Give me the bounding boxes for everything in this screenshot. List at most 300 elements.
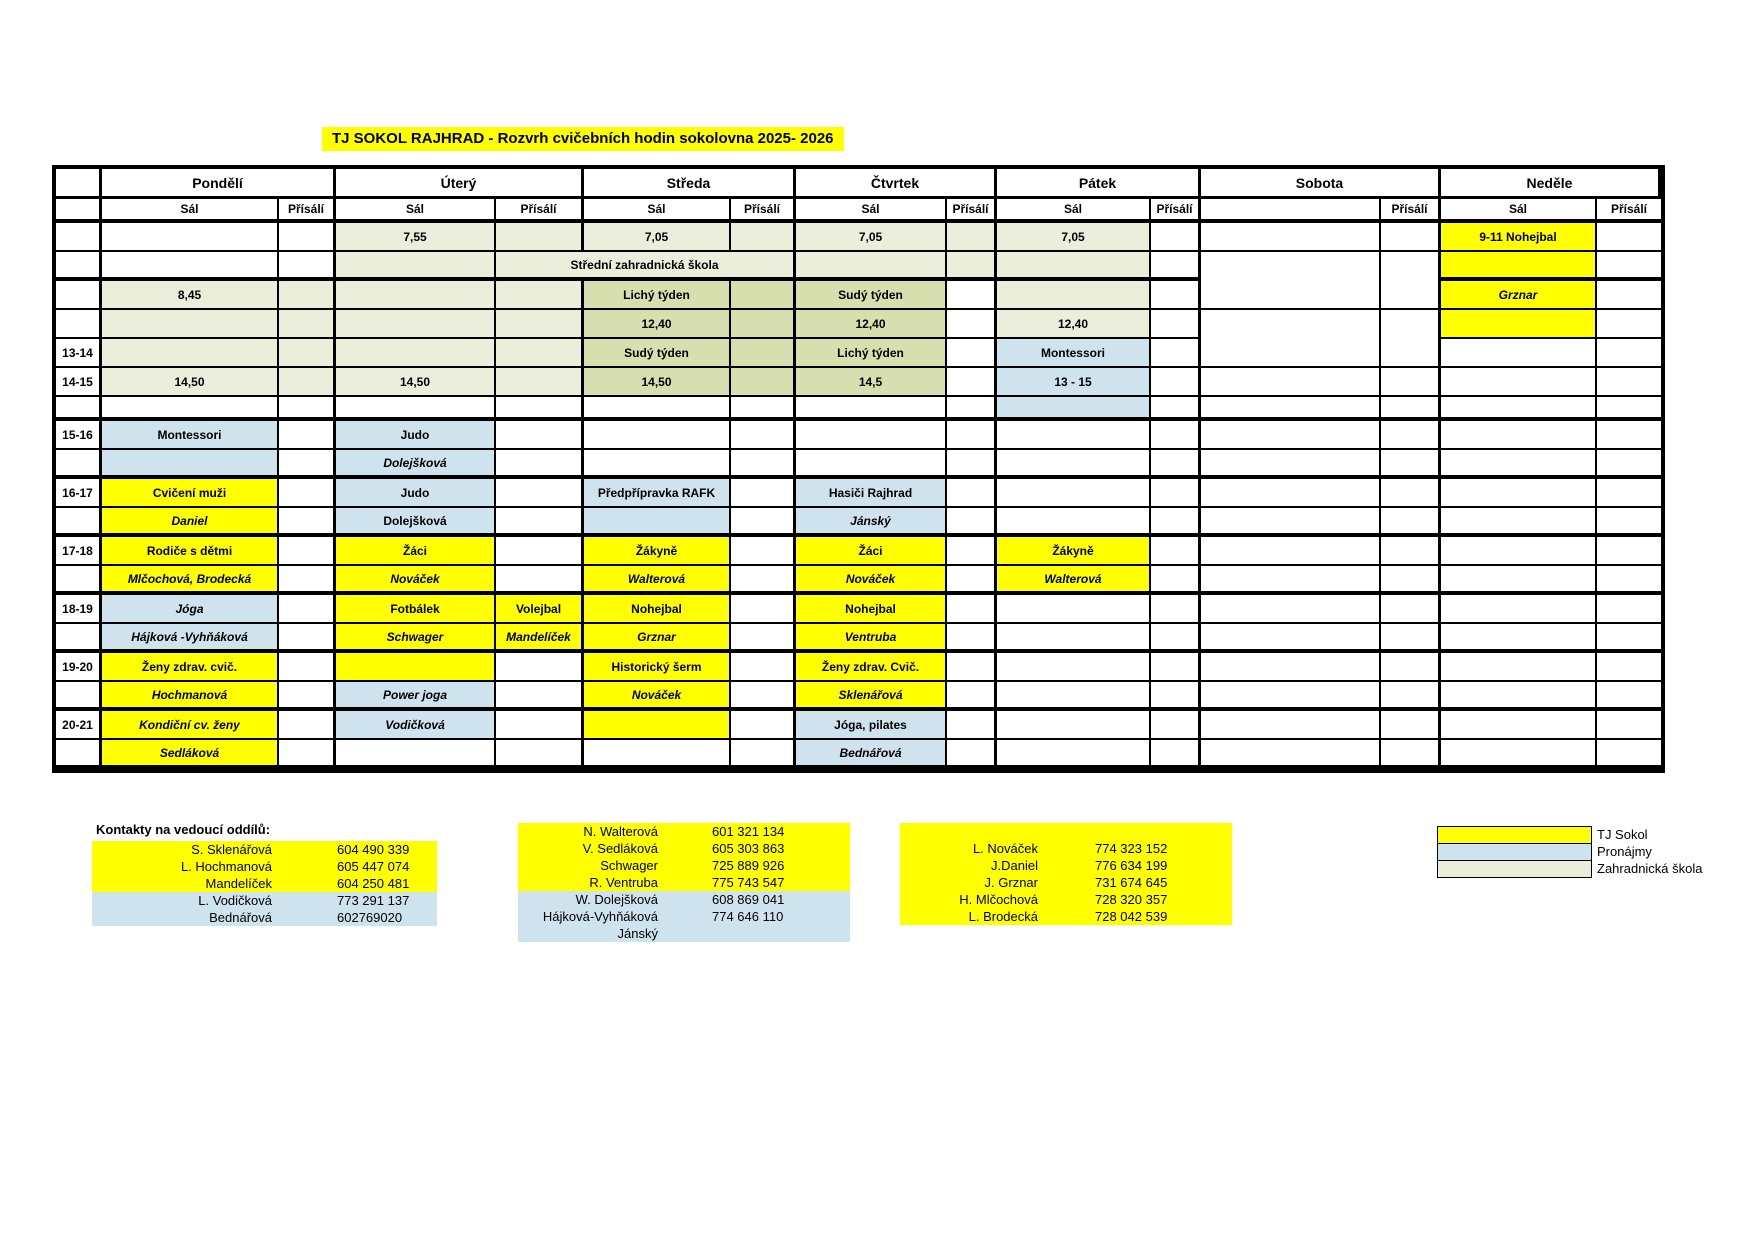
schedule-cell bbox=[947, 450, 997, 479]
legend bbox=[1437, 826, 1703, 878]
table-row bbox=[56, 595, 1661, 624]
schedule-cell: Montessori bbox=[102, 421, 279, 450]
schedule-cell bbox=[731, 537, 796, 566]
schedule-cell bbox=[102, 450, 279, 479]
schedule-cell bbox=[997, 595, 1151, 624]
schedule-cell bbox=[1151, 537, 1201, 566]
schedule-cell: Sudý týden bbox=[796, 281, 947, 310]
schedule-cell bbox=[1597, 368, 1661, 397]
schedule-cell bbox=[1381, 537, 1441, 566]
schedule-cell bbox=[1201, 252, 1381, 281]
schedule-cell bbox=[1441, 310, 1597, 339]
table-row bbox=[56, 421, 1661, 450]
schedule-cell: 9-11 Nohejbal bbox=[1441, 223, 1597, 252]
table-row bbox=[56, 682, 1661, 711]
schedule-cell: Daniel bbox=[102, 508, 279, 537]
schedule-cell bbox=[1201, 368, 1381, 397]
page-title: TJ SOKOL RAJHRAD - Rozvrh cvičebních hodin sokolovna 2025- 2026 bbox=[322, 127, 844, 151]
schedule-cell bbox=[1597, 595, 1661, 624]
contact-row bbox=[518, 925, 850, 942]
schedule-cell bbox=[1201, 566, 1381, 595]
time-label: 14-15 bbox=[56, 368, 102, 397]
day-header-6: Sobota bbox=[1201, 169, 1441, 199]
schedule-cell bbox=[584, 450, 731, 479]
contact-phone: 731 674 645 bbox=[1095, 875, 1168, 890]
schedule-cell bbox=[496, 508, 584, 537]
schedule-cell: 14,50 bbox=[336, 368, 496, 397]
schedule-cell: Volejbal bbox=[496, 595, 584, 624]
subheader-sal: Sál bbox=[102, 199, 279, 223]
schedule-cell bbox=[731, 711, 796, 740]
contact-phone: 774 323 152 bbox=[1095, 841, 1168, 856]
schedule-cell bbox=[731, 566, 796, 595]
schedule-cell bbox=[1201, 624, 1381, 653]
contact-row bbox=[518, 874, 850, 891]
schedule-cell: 14,50 bbox=[102, 368, 279, 397]
schedule-cell: Sedláková bbox=[102, 740, 279, 769]
schedule-cell bbox=[1151, 624, 1201, 653]
schedule-cell bbox=[279, 566, 336, 595]
contact-row bbox=[92, 875, 437, 892]
schedule-cell bbox=[279, 508, 336, 537]
schedule-cell bbox=[947, 252, 997, 281]
contact-name: L. Vodičková bbox=[198, 893, 272, 908]
subheader-sal: Sál bbox=[336, 199, 496, 223]
contact-row bbox=[92, 892, 437, 909]
schedule-cell bbox=[1381, 508, 1441, 537]
schedule-cell bbox=[102, 339, 279, 368]
time-label: 18-19 bbox=[56, 595, 102, 624]
table-row bbox=[56, 310, 1661, 339]
schedule-cell bbox=[731, 310, 796, 339]
schedule-cell: Ventruba bbox=[796, 624, 947, 653]
time-blank bbox=[56, 397, 102, 421]
schedule-cell bbox=[1441, 537, 1597, 566]
schedule-cell bbox=[947, 537, 997, 566]
schedule-cell bbox=[1151, 682, 1201, 711]
schedule-cell bbox=[997, 624, 1151, 653]
schedule-cell bbox=[796, 421, 947, 450]
subheader-prisali: Přísálí bbox=[1597, 199, 1661, 223]
schedule-cell bbox=[947, 682, 997, 711]
schedule-cell: Cvičení muži bbox=[102, 479, 279, 508]
day-header-3: Středa bbox=[584, 169, 796, 199]
contact-phone: 604 490 339 bbox=[337, 842, 410, 857]
schedule-cell bbox=[1597, 479, 1661, 508]
schedule-cell bbox=[279, 450, 336, 479]
schedule-cell: Judo bbox=[336, 421, 496, 450]
schedule-cell: Nováček bbox=[584, 682, 731, 711]
contact-phone: 775 743 547 bbox=[712, 875, 785, 890]
schedule-cell bbox=[1441, 397, 1597, 421]
schedule-cell bbox=[1441, 421, 1597, 450]
schedule-cell bbox=[1441, 682, 1597, 711]
schedule-cell bbox=[947, 711, 997, 740]
corner-cell bbox=[56, 169, 102, 199]
schedule-cell bbox=[279, 339, 336, 368]
schedule-cell bbox=[731, 450, 796, 479]
subheader-sal: Sál bbox=[1441, 199, 1597, 223]
subheader-prisali: Přísálí bbox=[731, 199, 796, 223]
table-row bbox=[56, 740, 1661, 769]
schedule-cell bbox=[997, 711, 1151, 740]
time-blank bbox=[56, 508, 102, 537]
schedule-cell: Judo bbox=[336, 479, 496, 508]
subheader-sal: Sál bbox=[997, 199, 1151, 223]
legend-swatches bbox=[1437, 826, 1592, 878]
schedule-cell bbox=[1441, 566, 1597, 595]
schedule-cell: 7,05 bbox=[997, 223, 1151, 252]
schedule-cell bbox=[496, 310, 584, 339]
schedule-cell bbox=[1441, 368, 1597, 397]
schedule-cell bbox=[1381, 368, 1441, 397]
contact-name: W. Dolejšková bbox=[575, 892, 658, 907]
schedule-cell: 12,40 bbox=[584, 310, 731, 339]
schedule-cell bbox=[997, 252, 1151, 281]
time-label: 20-21 bbox=[56, 711, 102, 740]
schedule-cell bbox=[947, 624, 997, 653]
schedule-cell bbox=[947, 566, 997, 595]
contact-phone: 776 634 199 bbox=[1095, 858, 1168, 873]
contact-row bbox=[518, 840, 850, 857]
schedule-cell bbox=[796, 397, 947, 421]
schedule-cell bbox=[947, 339, 997, 368]
day-header-4: Čtvrtek bbox=[796, 169, 997, 199]
contact-phone: 728 042 539 bbox=[1095, 909, 1168, 924]
schedule-cell bbox=[279, 310, 336, 339]
contact-name: L. Brodecká bbox=[968, 909, 1038, 924]
table-row bbox=[56, 624, 1661, 653]
time-label: 15-16 bbox=[56, 421, 102, 450]
schedule-cell bbox=[279, 682, 336, 711]
table-row bbox=[56, 653, 1661, 682]
schedule-cell: Schwager bbox=[336, 624, 496, 653]
schedule-cell bbox=[997, 508, 1151, 537]
schedule-cell bbox=[947, 653, 997, 682]
schedule-cell bbox=[997, 450, 1151, 479]
schedule-cell bbox=[1597, 682, 1661, 711]
schedule-cell bbox=[731, 682, 796, 711]
contact-name: Hájková-Vyhňáková bbox=[542, 909, 658, 924]
schedule-cell bbox=[102, 310, 279, 339]
schedule-cell bbox=[102, 252, 279, 281]
contact-row bbox=[900, 840, 1232, 857]
subheader-blank bbox=[56, 199, 102, 223]
schedule-cell: Grznar bbox=[584, 624, 731, 653]
schedule-cell: Žákyně bbox=[997, 537, 1151, 566]
schedule-cell bbox=[1201, 653, 1381, 682]
subheader-sal: Sál bbox=[796, 199, 947, 223]
schedule-cell bbox=[1151, 310, 1201, 339]
schedule-cell bbox=[731, 223, 796, 252]
schedule-cell bbox=[997, 281, 1151, 310]
table-row bbox=[56, 508, 1661, 537]
table-row bbox=[56, 397, 1661, 421]
table-row bbox=[56, 199, 1661, 223]
schedule-cell bbox=[1201, 310, 1381, 339]
schedule-cell bbox=[496, 223, 584, 252]
day-header-2: Úterý bbox=[336, 169, 584, 199]
schedule-cell bbox=[947, 595, 997, 624]
subheader-prisali: Přísálí bbox=[947, 199, 997, 223]
schedule-cell: Žáci bbox=[796, 537, 947, 566]
schedule-cell bbox=[1151, 421, 1201, 450]
contact-block-3 bbox=[900, 823, 1232, 925]
schedule-cell: Dolejšková bbox=[336, 450, 496, 479]
contact-row bbox=[518, 857, 850, 874]
schedule-cell bbox=[1441, 339, 1597, 368]
contact-name: V. Sedláková bbox=[582, 841, 658, 856]
schedule-cell: Nohejbal bbox=[796, 595, 947, 624]
schedule-cell bbox=[1597, 711, 1661, 740]
contact-name: Mandelíček bbox=[205, 876, 272, 891]
schedule-cell: Sudý týden bbox=[584, 339, 731, 368]
time-blank bbox=[56, 682, 102, 711]
schedule-cell bbox=[102, 397, 279, 421]
schedule-cell bbox=[796, 252, 947, 281]
schedule-cell bbox=[947, 740, 997, 769]
schedule-cell bbox=[1597, 537, 1661, 566]
table-row bbox=[56, 223, 1661, 252]
schedule-cell bbox=[1441, 450, 1597, 479]
contact-block-1 bbox=[92, 841, 437, 926]
schedule-cell bbox=[1381, 595, 1441, 624]
schedule-cell bbox=[1381, 711, 1441, 740]
schedule-cell: Nohejbal bbox=[584, 595, 731, 624]
schedule-cell bbox=[1441, 740, 1597, 769]
contact-name: S. Sklenářová bbox=[191, 842, 272, 857]
contact-row bbox=[518, 908, 850, 925]
schedule-cell bbox=[1597, 421, 1661, 450]
schedule-cell bbox=[584, 421, 731, 450]
table-row bbox=[56, 169, 1661, 199]
subheader-prisali: Přísálí bbox=[496, 199, 584, 223]
schedule-cell bbox=[279, 740, 336, 769]
schedule-cell bbox=[1597, 740, 1661, 769]
schedule-cell bbox=[496, 479, 584, 508]
schedule-cell bbox=[1381, 450, 1441, 479]
schedule-cell: Mandelíček bbox=[496, 624, 584, 653]
schedule-cell bbox=[1381, 310, 1441, 339]
time-label: 19-20 bbox=[56, 653, 102, 682]
schedule-cell: Hochmanová bbox=[102, 682, 279, 711]
schedule-cell: Walterová bbox=[997, 566, 1151, 595]
legend-label: Zahradnická škola bbox=[1597, 861, 1703, 876]
schedule-cell bbox=[496, 711, 584, 740]
schedule-cell bbox=[496, 281, 584, 310]
subheader-prisali: Přísálí bbox=[279, 199, 336, 223]
schedule-cell: Grznar bbox=[1441, 281, 1597, 310]
schedule-cell bbox=[1201, 223, 1381, 252]
schedule-cell bbox=[279, 421, 336, 450]
contact-phone: 728 320 357 bbox=[1095, 892, 1168, 907]
time-blank bbox=[56, 252, 102, 281]
schedule-cell bbox=[336, 740, 496, 769]
schedule-cell bbox=[102, 223, 279, 252]
contact-phone: 774 646 110 bbox=[712, 909, 784, 924]
contact-row bbox=[92, 909, 437, 926]
contact-name: N. Walterová bbox=[583, 824, 658, 839]
schedule-cell bbox=[1201, 740, 1381, 769]
schedule-cell bbox=[1381, 421, 1441, 450]
schedule-cell bbox=[1381, 223, 1441, 252]
schedule-cell: Jóga bbox=[102, 595, 279, 624]
schedule-cell bbox=[584, 740, 731, 769]
schedule-table bbox=[52, 165, 1665, 773]
schedule-cell bbox=[1441, 624, 1597, 653]
day-header-1: Pondělí bbox=[102, 169, 336, 199]
schedule-cell: Žáci bbox=[336, 537, 496, 566]
contact-row bbox=[900, 857, 1232, 874]
contact-phone: 604 250 481 bbox=[337, 876, 410, 891]
schedule-cell bbox=[1151, 339, 1201, 368]
contact-phone: 725 889 926 bbox=[712, 858, 785, 873]
schedule-cell bbox=[731, 479, 796, 508]
contact-name: Jánský bbox=[617, 926, 658, 941]
schedule-cell bbox=[1381, 339, 1441, 368]
schedule-cell bbox=[496, 682, 584, 711]
schedule-cell bbox=[1381, 682, 1441, 711]
schedule-cell: Bednářová bbox=[796, 740, 947, 769]
schedule-cell: Ženy zdrav. cvič. bbox=[102, 653, 279, 682]
schedule-cell: Nováček bbox=[796, 566, 947, 595]
schedule-cell: 14,50 bbox=[584, 368, 731, 397]
subheader-sal: Sál bbox=[584, 199, 731, 223]
time-label: 16-17 bbox=[56, 479, 102, 508]
schedule-cell bbox=[1441, 595, 1597, 624]
schedule-cell bbox=[1381, 252, 1441, 281]
schedule-cell bbox=[997, 479, 1151, 508]
schedule-cell bbox=[1597, 624, 1661, 653]
subheader-sal bbox=[1201, 199, 1381, 223]
contact-name: J. Grznar bbox=[984, 875, 1038, 890]
table-row bbox=[56, 450, 1661, 479]
schedule-cell bbox=[336, 397, 496, 421]
schedule-cell bbox=[731, 397, 796, 421]
schedule-cell bbox=[1597, 397, 1661, 421]
schedule-cell bbox=[731, 421, 796, 450]
contacts-heading: Kontakty na vedoucí oddílů: bbox=[96, 822, 271, 837]
legend-label: Pronájmy bbox=[1597, 844, 1652, 859]
schedule-cell: Ženy zdrav. Cvič. bbox=[796, 653, 947, 682]
schedule-cell bbox=[336, 339, 496, 368]
time-blank bbox=[56, 281, 102, 310]
contact-row bbox=[900, 908, 1232, 925]
schedule-cell bbox=[947, 223, 997, 252]
schedule-cell bbox=[947, 397, 997, 421]
contact-phone: 773 291 137 bbox=[337, 893, 410, 908]
schedule-cell bbox=[1151, 508, 1201, 537]
schedule-cell bbox=[947, 281, 997, 310]
schedule-cell bbox=[1201, 479, 1381, 508]
schedule-cell bbox=[947, 368, 997, 397]
schedule-cell bbox=[1151, 740, 1201, 769]
contact-phone: 605 303 863 bbox=[712, 841, 785, 856]
schedule-cell: Vodičková bbox=[336, 711, 496, 740]
legend-label: TJ Sokol bbox=[1597, 827, 1648, 842]
schedule-cell bbox=[279, 624, 336, 653]
schedule-cell bbox=[1201, 595, 1381, 624]
schedule-cell bbox=[731, 595, 796, 624]
subheader-prisali: Přísálí bbox=[1381, 199, 1441, 223]
contact-row bbox=[900, 874, 1232, 891]
legend-swatch-pronajmy bbox=[1438, 844, 1591, 861]
schedule-cell bbox=[496, 450, 584, 479]
schedule-cell bbox=[1201, 711, 1381, 740]
schedule-cell bbox=[1441, 711, 1597, 740]
contact-phone: 605 447 074 bbox=[337, 859, 410, 874]
contact-row bbox=[92, 841, 437, 858]
schedule-cell bbox=[1151, 450, 1201, 479]
contact-name: Schwager bbox=[600, 858, 658, 873]
schedule-cell bbox=[1151, 653, 1201, 682]
schedule-cell: Žákyně bbox=[584, 537, 731, 566]
schedule-cell bbox=[1201, 421, 1381, 450]
time-blank bbox=[56, 223, 102, 252]
schedule-cell bbox=[336, 653, 496, 682]
schedule-cell bbox=[1151, 368, 1201, 397]
schedule-cell: Power joga bbox=[336, 682, 496, 711]
schedule-cell bbox=[584, 397, 731, 421]
schedule-cell bbox=[1151, 595, 1201, 624]
contact-name: Bednářová bbox=[209, 910, 272, 925]
contact-name: J.Daniel bbox=[991, 858, 1038, 873]
schedule-cell: Jánský bbox=[796, 508, 947, 537]
time-label: 13-14 bbox=[56, 339, 102, 368]
schedule-cell bbox=[947, 508, 997, 537]
contact-phone: 601 321 134 bbox=[712, 824, 785, 839]
day-header-7: Neděle bbox=[1441, 169, 1661, 199]
schedule-cell bbox=[1151, 711, 1201, 740]
schedule-cell bbox=[1151, 281, 1201, 310]
schedule-cell: Walterová bbox=[584, 566, 731, 595]
schedule-cell bbox=[584, 508, 731, 537]
schedule-cell: Jóga, pilates bbox=[796, 711, 947, 740]
schedule-cell bbox=[1201, 339, 1381, 368]
schedule-cell bbox=[496, 537, 584, 566]
schedule-cell bbox=[731, 740, 796, 769]
table-row bbox=[56, 339, 1661, 368]
schedule-cell bbox=[1597, 653, 1661, 682]
schedule-cell: Hájková -Vyhňáková bbox=[102, 624, 279, 653]
schedule-cell bbox=[1441, 252, 1597, 281]
time-blank bbox=[56, 566, 102, 595]
schedule-cell: Předpřípravka RAFK bbox=[584, 479, 731, 508]
schedule-cell bbox=[1441, 653, 1597, 682]
contact-name: L. Hochmanová bbox=[180, 859, 272, 874]
schedule-cell: Nováček bbox=[336, 566, 496, 595]
table-row bbox=[56, 252, 1661, 281]
schedule-cell bbox=[279, 711, 336, 740]
schedule-cell bbox=[1201, 682, 1381, 711]
schedule-cell bbox=[1381, 281, 1441, 310]
schedule-cell bbox=[1381, 624, 1441, 653]
schedule-cell bbox=[1441, 508, 1597, 537]
schedule-cell: Historický šerm bbox=[584, 653, 731, 682]
table-row bbox=[56, 479, 1661, 508]
schedule-cell bbox=[279, 281, 336, 310]
schedule-cell bbox=[279, 537, 336, 566]
schedule-cell bbox=[947, 310, 997, 339]
time-blank bbox=[56, 450, 102, 479]
table-row bbox=[56, 711, 1661, 740]
schedule-cell bbox=[997, 682, 1151, 711]
schedule-cell bbox=[1201, 397, 1381, 421]
schedule-cell: Lichý týden bbox=[584, 281, 731, 310]
schedule-cell bbox=[279, 368, 336, 397]
schedule-cell: 8,45 bbox=[102, 281, 279, 310]
schedule-cell bbox=[947, 421, 997, 450]
